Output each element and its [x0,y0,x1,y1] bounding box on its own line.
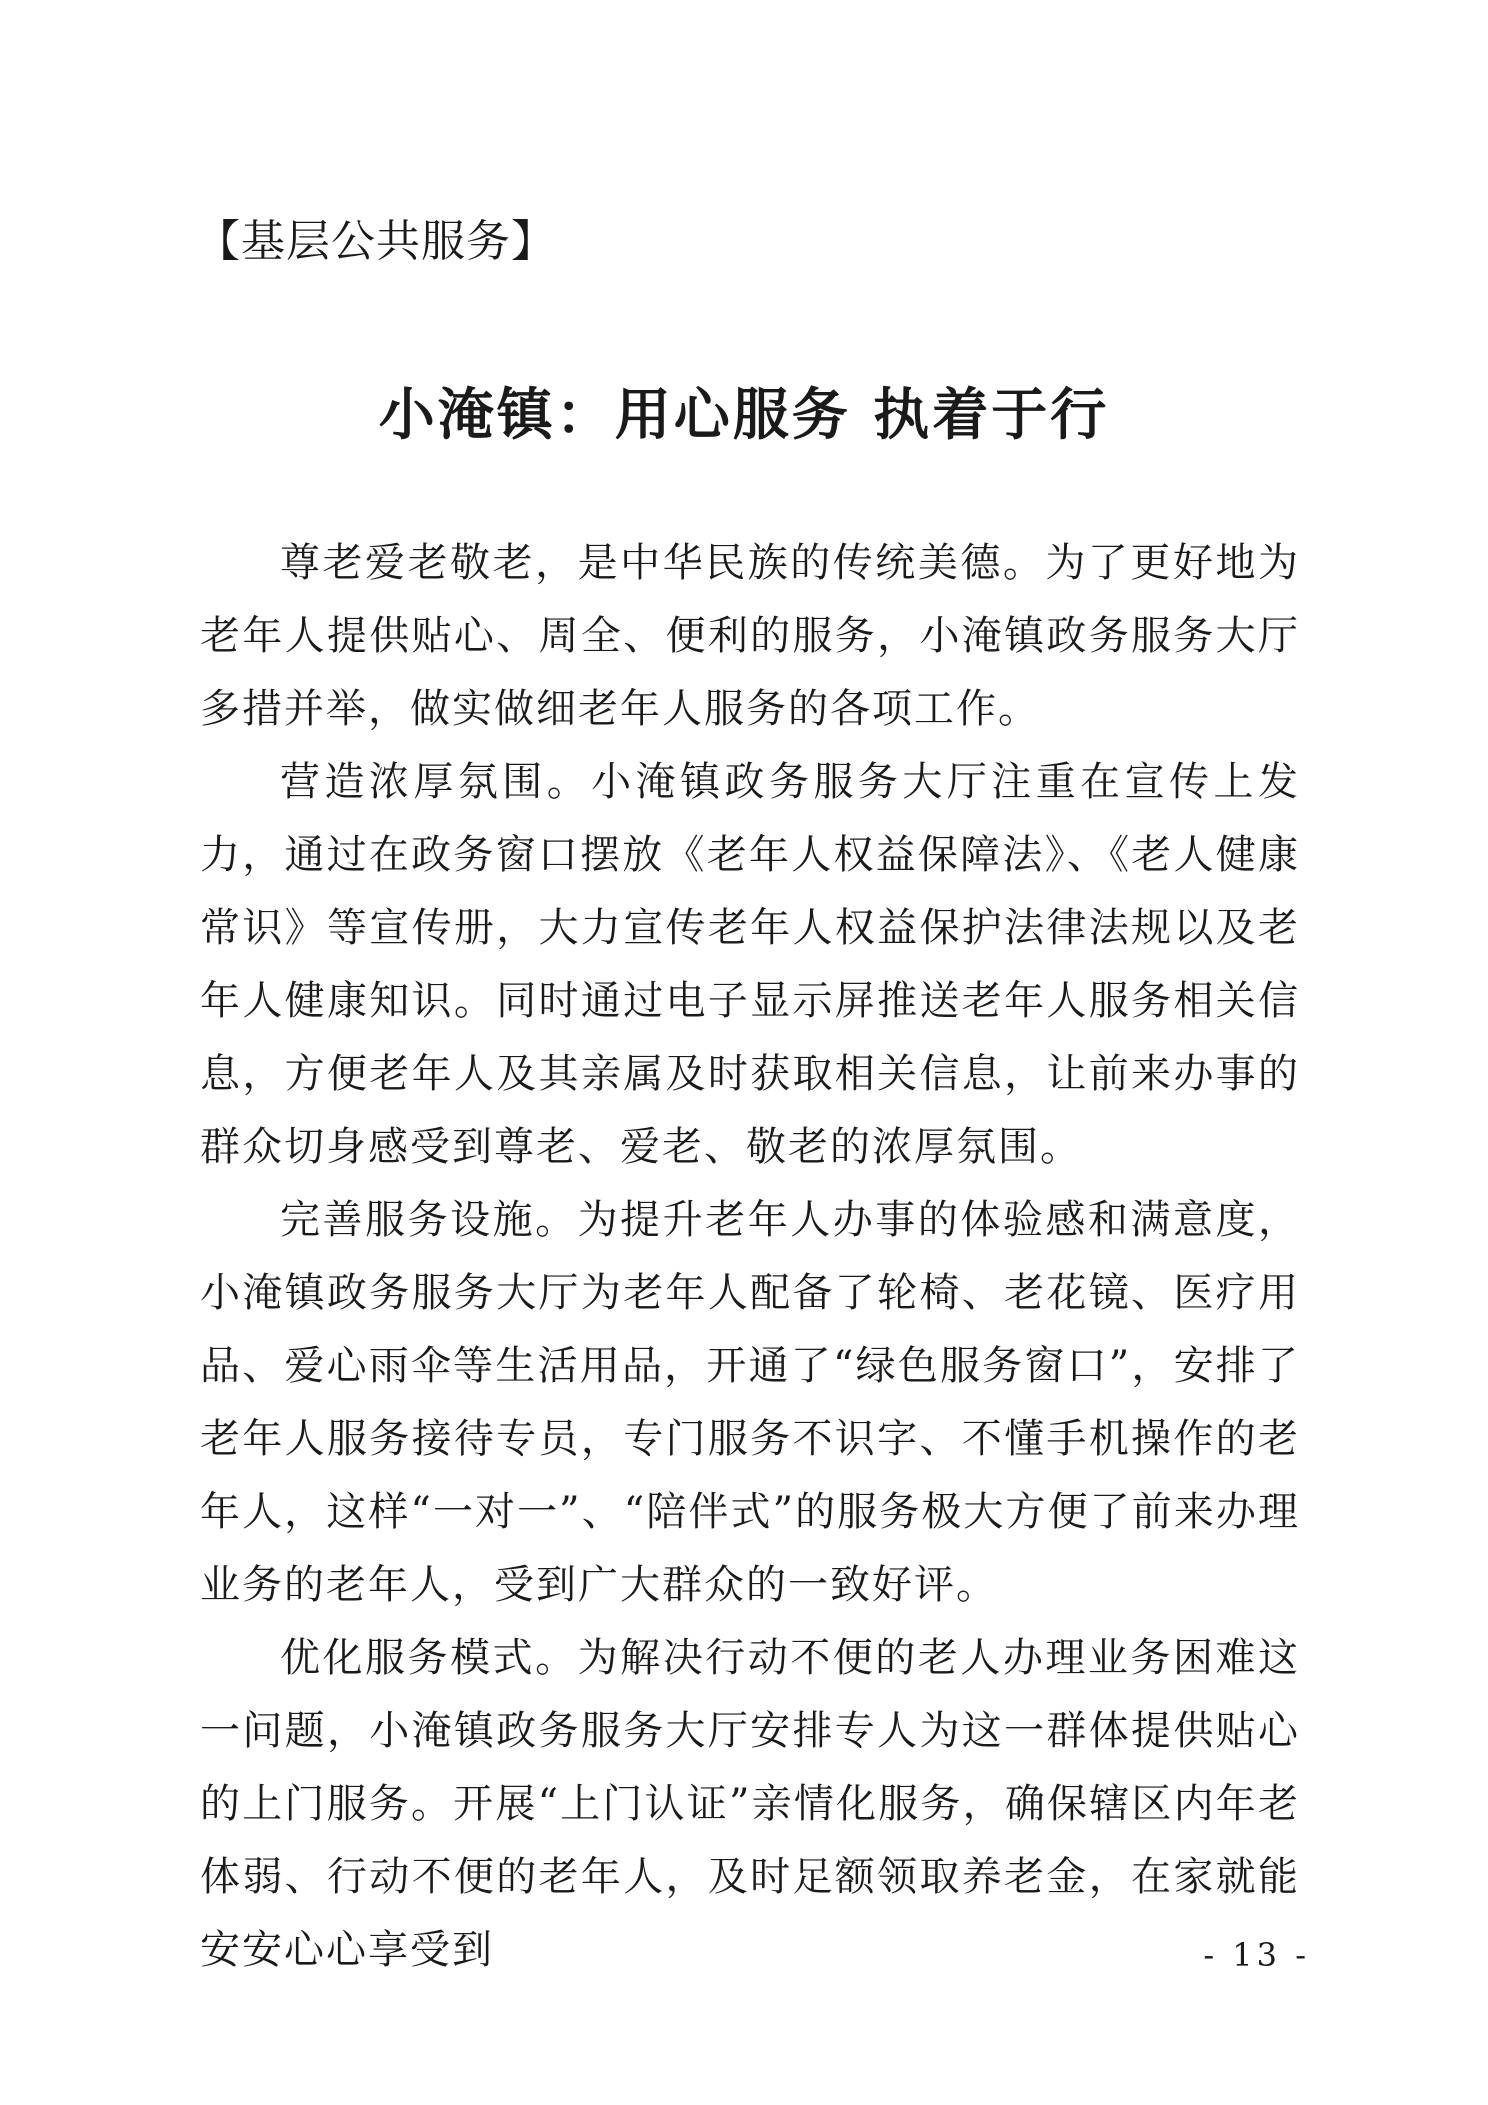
section-tag: 【基层公共服务】 [196,216,556,267]
paragraph-atmosphere: 营造浓厚氛围。小淹镇政务服务大厅注重在宣传上发力，通过在政务窗口摆放《老年人权益保障法》、《老人健康常识》等宣传册，大力宣传老年人权益保护法律法规以及老年人健康知识。同时通过电子显示屏推送老年人服务相关信息，方便老年人及其亲属及时获取相关信息，让前来办事的群众切身感受到尊老、爱老、敬老的浓厚氛围。 [200,759,1300,1170]
paragraph-service-mode: 优化服务模式。为解决行动不便的老人办理业务困难这一问题，小淹镇政务服务大厅安排专人为这一群体提供贴心的上门服务。开展“上门认证”亲情化服务，确保辖区内年老体弱、行动不便的老年人，及时足额领取养老金，在家就能安安心心享受到 [200,1635,1300,1973]
paragraph-intro: 尊老爱老敬老，是中华民族的传统美德。为了更好地为老年人提供贴心、周全、便利的服务，小淹镇政务服务大厅多措并举，做实做细老年人服务的各项工作。 [200,540,1300,732]
page-number: - 13 - [1203,1936,1310,1974]
paragraph-facilities: 完善服务设施。为提升老年人办事的体验感和满意度，小淹镇政务服务大厅为老年人配备了轮椅、老花镜、医疗用品、爱心雨伞等生活用品，开通了“绿色服务窗口”，安排了老年人服务接待专员，专门服务不识字、不懂手机操作的老年人，这样“一对一”、“陪伴式”的服务极大方便了前来办理业务的老年人，受到广大群众的一致好评。 [200,1197,1300,1608]
article-title: 小淹镇：用心服务 执着于行 [378,383,1110,448]
article-body [200,527,1300,1987]
